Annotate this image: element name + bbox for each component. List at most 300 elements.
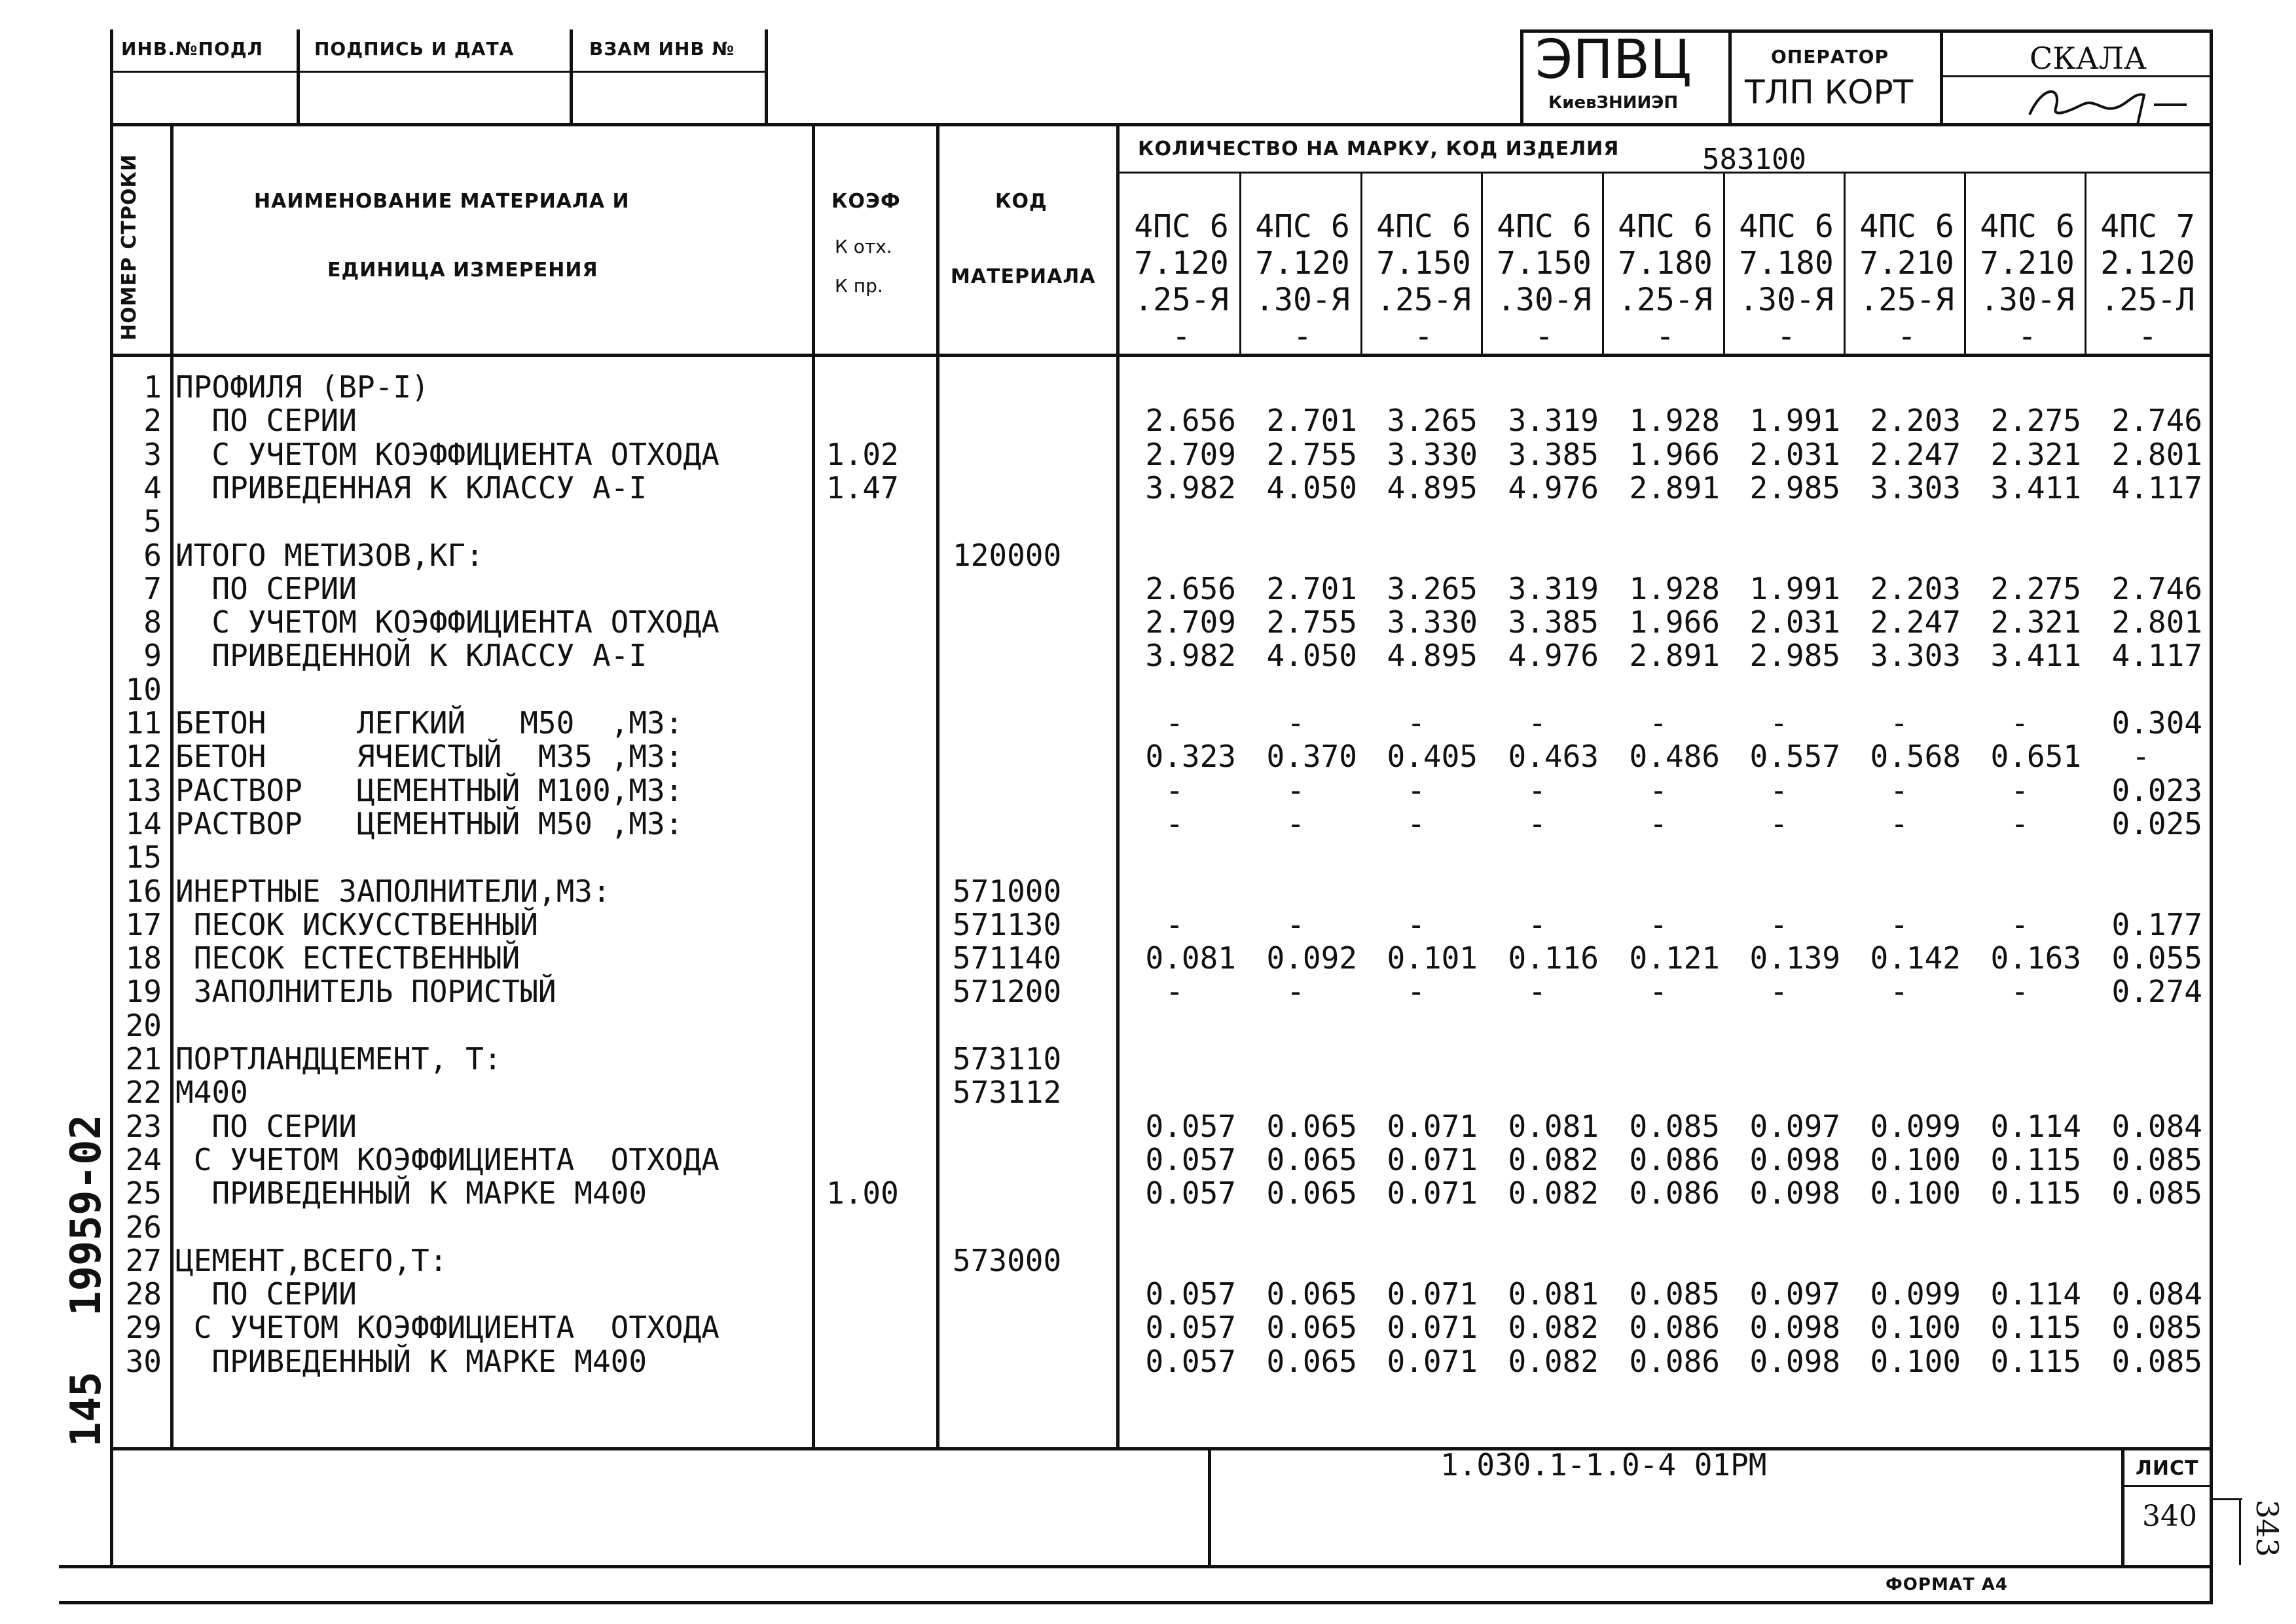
- row-number: 30: [125, 1343, 162, 1379]
- quantity-cell: -: [2011, 906, 2029, 942]
- side-stamp-page: 145: [62, 1371, 111, 1447]
- quantity-cell: 3.303: [1870, 470, 1961, 506]
- quantity-cell: 2.746: [2111, 403, 2202, 439]
- quantity-cell: 2.031: [1749, 436, 1840, 472]
- vzam-inv-label: ВЗАМ ИНВ №: [589, 38, 735, 60]
- row-number: 19: [125, 974, 162, 1010]
- quantity-cell: 0.163: [1990, 940, 2081, 976]
- quantity-cell: 0.071: [1387, 1310, 1478, 1346]
- table-row: [0, 1110, 2296, 1143]
- table-row: [0, 1311, 2296, 1344]
- quantity-cell: 1.928: [1629, 403, 1720, 439]
- material-name: ПЕСОК ИСКУССТВЕННЫЙ: [175, 906, 538, 942]
- table-row: [0, 505, 2296, 538]
- quantity-cell: 0.086: [1629, 1175, 1720, 1211]
- quantity-cell: 0.100: [1870, 1175, 1961, 1211]
- quantity-cell: 2.746: [2111, 570, 2202, 606]
- quantity-cell: 4.117: [2111, 470, 2202, 506]
- quantity-cell: 0.025: [2111, 805, 2202, 841]
- quantity-cell: 0.057: [1145, 1175, 1236, 1211]
- waste-coefficient: 1.47: [826, 470, 899, 506]
- quantity-cell: 2.755: [1266, 604, 1357, 640]
- table-row: [0, 1143, 2296, 1177]
- quantity-cell: -: [1165, 705, 1184, 741]
- quantity-cell: 0.081: [1508, 1276, 1599, 1312]
- koef-header: КОЭФ: [831, 190, 901, 213]
- mark-header: 4ПС 6 7.180 .30-Я -: [1739, 208, 1834, 355]
- quantity-cell: 2.701: [1266, 570, 1357, 606]
- quantity-cell: 0.055: [2111, 940, 2202, 976]
- quantity-cell: 1.991: [1749, 570, 1840, 606]
- quantity-cell: -: [1770, 906, 1788, 942]
- quantity-cell: 2.031: [1749, 604, 1840, 640]
- quantity-cell: -: [1165, 805, 1184, 841]
- material-name: ПРИВЕДЕННОЙ К КЛАССУ А-I: [175, 638, 647, 674]
- row-number: 7: [143, 570, 162, 606]
- row-number: 11: [125, 705, 162, 741]
- quantity-cell: -: [1407, 705, 1425, 741]
- quantity-cell: 0.085: [1629, 1108, 1720, 1144]
- material-code: 571000: [953, 873, 1062, 909]
- quantity-cell: -: [1286, 705, 1305, 741]
- row-number: 12: [125, 739, 162, 775]
- quantity-cell: 2.891: [1629, 470, 1720, 506]
- quantity-cell: 0.065: [1266, 1175, 1357, 1211]
- waste-coefficient: 1.00: [826, 1175, 899, 1211]
- quantity-cell: -: [1649, 705, 1667, 741]
- mark-header: 4ПС 6 7.120 .25-Я -: [1134, 208, 1229, 355]
- quantity-cell: -: [1528, 974, 1546, 1010]
- row-number: 3: [143, 436, 162, 472]
- material-name: ПРИВЕДЕННЫЙ К МАРКЕ М400: [175, 1343, 647, 1379]
- quantity-cell: 0.057: [1145, 1343, 1236, 1379]
- quantity-cell: 0.085: [1629, 1276, 1720, 1312]
- quantity-cell: -: [1890, 805, 1908, 841]
- table-row: [0, 606, 2296, 639]
- quantity-cell: 2.985: [1749, 638, 1840, 674]
- org-name: ЭПВЦ: [1535, 29, 1692, 91]
- material-name: ПРОФИЛЯ (ВР-I): [175, 369, 429, 405]
- product-code: 583100: [1702, 143, 1806, 176]
- quantity-cell: 0.081: [1508, 1108, 1599, 1144]
- code-header-line2: МАТЕРИАЛА: [951, 265, 1096, 288]
- material-name: РАСТВОР ЦЕМЕНТНЫЙ М100,М3:: [175, 772, 683, 808]
- table-row: [0, 1009, 2296, 1043]
- quantity-cell: -: [2011, 705, 2029, 741]
- quantity-cell: -: [1407, 805, 1425, 841]
- row-number: 4: [143, 470, 162, 506]
- quantity-cell: 0.557: [1749, 739, 1840, 775]
- material-name: С УЧЕТОМ КОЭФФИЦИЕНТА ОТХОДА: [175, 1141, 720, 1177]
- quantity-cell: 0.405: [1387, 739, 1478, 775]
- row-number: 28: [125, 1276, 162, 1312]
- material-name: ИТОГО МЕТИЗОВ,КГ:: [175, 537, 484, 573]
- quantity-cell: 0.101: [1387, 940, 1478, 976]
- quantity-cell: 0.071: [1387, 1276, 1478, 1312]
- quantity-cell: -: [1770, 974, 1788, 1010]
- table-row: [0, 1211, 2296, 1244]
- quantity-cell: -: [1890, 906, 1908, 942]
- quantity-cell: 0.097: [1749, 1276, 1840, 1312]
- quantity-cell: 0.323: [1145, 739, 1236, 775]
- quantity-cell: 2.985: [1749, 470, 1840, 506]
- material-name: ПО СЕРИИ: [175, 1276, 357, 1312]
- quantity-cell: 0.084: [2111, 1276, 2202, 1312]
- inv-podl-label: ИНВ.№ПОДЛ: [121, 38, 263, 60]
- table-row: [0, 1345, 2296, 1378]
- quantity-cell: 0.086: [1629, 1343, 1720, 1379]
- material-code: 573112: [953, 1075, 1062, 1111]
- quantity-cell: 4.895: [1387, 638, 1478, 674]
- quantity-cell: 1.928: [1629, 570, 1720, 606]
- quantity-cell: 2.656: [1145, 570, 1236, 606]
- table-row: [0, 875, 2296, 908]
- quantity-cell: 3.330: [1387, 436, 1478, 472]
- quantity-cell: 0.486: [1629, 739, 1720, 775]
- quantity-cell: -: [1165, 772, 1184, 808]
- quantity-cell: 4.050: [1266, 470, 1357, 506]
- quantity-cell: 0.142: [1870, 940, 1961, 976]
- quantity-cell: 1.966: [1629, 436, 1720, 472]
- table-row: [0, 942, 2296, 975]
- quantity-cell: 0.097: [1749, 1108, 1840, 1144]
- row-number: 22: [125, 1075, 162, 1111]
- table-row: [0, 539, 2296, 572]
- quantity-cell: 2.709: [1145, 604, 1236, 640]
- quantity-cell: 3.265: [1387, 403, 1478, 439]
- table-row: [0, 673, 2296, 707]
- row-number: 21: [125, 1041, 162, 1077]
- quantity-cell: 3.982: [1145, 470, 1236, 506]
- quantity-cell: -: [1528, 906, 1546, 942]
- quantity-cell: -: [1649, 906, 1667, 942]
- quantity-cell: 0.098: [1749, 1343, 1840, 1379]
- material-code: 573110: [953, 1041, 1062, 1077]
- material-code: 120000: [953, 537, 1062, 573]
- quantity-cell: 4.050: [1266, 638, 1357, 674]
- row-number: 15: [125, 840, 162, 876]
- quantity-cell: 0.370: [1266, 739, 1357, 775]
- mark-header: 4ПС 6 7.150 .25-Я -: [1376, 208, 1471, 355]
- table-row: [0, 1043, 2296, 1076]
- quantity-cell: 3.385: [1508, 604, 1599, 640]
- quantity-cell: -: [2011, 974, 2029, 1010]
- operator-value: ТЛП КОРТ: [1745, 73, 1914, 111]
- quantity-cell: 4.976: [1508, 470, 1599, 506]
- row-number: 18: [125, 940, 162, 976]
- mark-header: 4ПС 6 7.210 .25-Я -: [1859, 208, 1954, 355]
- quantity-cell: 4.117: [2111, 638, 2202, 674]
- row-number: 20: [125, 1007, 162, 1043]
- material-name: С УЧЕТОМ КОЭФФИЦИЕНТА ОТХОДА: [175, 604, 720, 640]
- quantity-cell: 0.121: [1629, 940, 1720, 976]
- quantity-cell: 2.701: [1266, 403, 1357, 439]
- quantity-cell: 3.303: [1870, 638, 1961, 674]
- quantity-cell: 0.177: [2111, 906, 2202, 942]
- quantity-cell: 0.115: [1990, 1175, 2081, 1211]
- table-row: [0, 975, 2296, 1008]
- row-number: 17: [125, 906, 162, 942]
- table-row: [0, 707, 2296, 740]
- quantity-cell: 0.115: [1990, 1310, 2081, 1346]
- quantity-cell: 0.081: [1145, 940, 1236, 976]
- quantity-cell: 3.385: [1508, 436, 1599, 472]
- table-row: [0, 639, 2296, 673]
- quantity-cell: 3.319: [1508, 570, 1599, 606]
- quantity-cell: 2.801: [2111, 604, 2202, 640]
- row-number: 16: [125, 873, 162, 909]
- material-name: С УЧЕТОМ КОЭФФИЦИЕНТА ОТХОДА: [175, 1310, 720, 1346]
- quantity-cell: 0.092: [1266, 940, 1357, 976]
- quantity-cell: 0.139: [1749, 940, 1840, 976]
- quantity-cell: 2.247: [1870, 436, 1961, 472]
- row-number-header: НОМЕР СТРОКИ: [118, 154, 141, 341]
- quantity-cell: 0.082: [1508, 1175, 1599, 1211]
- quantity-cell: 0.304: [2111, 705, 2202, 741]
- quantity-cell: 3.330: [1387, 604, 1478, 640]
- material-name: ПО СЕРИИ: [175, 1108, 357, 1144]
- quantity-cell: 0.085: [2111, 1175, 2202, 1211]
- quantity-cell: 0.082: [1508, 1310, 1599, 1346]
- quantity-cell: -: [1407, 906, 1425, 942]
- podpis-data-label: ПОДПИСЬ И ДАТА: [314, 38, 515, 60]
- row-number: 6: [143, 537, 162, 573]
- row-number: 13: [125, 772, 162, 808]
- quantity-cell: 0.084: [2111, 1108, 2202, 1144]
- margin-page-number: 343: [2250, 1500, 2285, 1557]
- quantity-cell: 3.319: [1508, 403, 1599, 439]
- row-number: 10: [125, 671, 162, 707]
- quantity-cell: -: [2132, 739, 2150, 775]
- table-row: [0, 371, 2296, 404]
- table-row: [0, 807, 2296, 841]
- quantity-cell: -: [1407, 772, 1425, 808]
- quantity-cell: 2.275: [1990, 570, 2081, 606]
- mark-header: 4ПС 6 7.150 .30-Я -: [1497, 208, 1592, 355]
- quantity-cell: 2.709: [1145, 436, 1236, 472]
- quantity-cell: 1.966: [1629, 604, 1720, 640]
- row-number: 26: [125, 1209, 162, 1245]
- material-name: ПОРТЛАНДЦЕМЕНТ, Т:: [175, 1041, 502, 1077]
- quantity-cell: 0.100: [1870, 1343, 1961, 1379]
- quantity-cell: -: [1528, 772, 1546, 808]
- row-number: 24: [125, 1141, 162, 1177]
- quantity-cell: 0.085: [2111, 1343, 2202, 1379]
- row-number: 1: [143, 369, 162, 405]
- row-number: 29: [125, 1310, 162, 1346]
- quantity-cell: -: [2011, 772, 2029, 808]
- row-number: 14: [125, 805, 162, 841]
- signature: [2023, 79, 2193, 128]
- table-row: [0, 740, 2296, 773]
- quantity-cell: 0.057: [1145, 1310, 1236, 1346]
- mark-header: 4ПС 6 7.210 .30-Я -: [1980, 208, 2075, 355]
- material-name: ЗАПОЛНИТЕЛЬ ПОРИСТЫЙ: [175, 974, 556, 1010]
- quantity-cell: 0.023: [2111, 772, 2202, 808]
- quantity-cell: -: [1649, 772, 1667, 808]
- row-number: 9: [143, 638, 162, 674]
- table-row: [0, 1076, 2296, 1109]
- quantity-cell: -: [1286, 805, 1305, 841]
- quantity-cell: 0.071: [1387, 1343, 1478, 1379]
- operator-label: ОПЕРАТОР: [1771, 46, 1889, 67]
- quantity-cell: 0.099: [1870, 1276, 1961, 1312]
- quantity-cell: 0.115: [1990, 1343, 2081, 1379]
- material-name: БЕТОН ЛЕГКИЙ М50 ,М3:: [175, 705, 683, 741]
- quantity-cell: 0.071: [1387, 1141, 1478, 1177]
- quantity-cell: 0.071: [1387, 1175, 1478, 1211]
- quantity-cell: -: [1649, 974, 1667, 1010]
- quantity-cell: 0.098: [1749, 1141, 1840, 1177]
- sheet-label: ЛИСТ: [2136, 1457, 2199, 1480]
- code-header: КОД: [995, 190, 1048, 213]
- quantity-cell: 0.082: [1508, 1343, 1599, 1379]
- row-number: 27: [125, 1242, 162, 1278]
- table-row: [0, 774, 2296, 807]
- material-name: РАСТВОР ЦЕМЕНТНЫЙ М50 ,М3:: [175, 805, 683, 841]
- quantity-cell: 0.071: [1387, 1108, 1478, 1144]
- quantity-cell: 2.275: [1990, 403, 2081, 439]
- material-code: 571200: [953, 974, 1062, 1010]
- quantity-cell: 2.321: [1990, 436, 2081, 472]
- quantity-cell: -: [1890, 772, 1908, 808]
- material-code: 571130: [953, 906, 1062, 942]
- table-row: [0, 1278, 2296, 1311]
- quantity-cell: 0.116: [1508, 940, 1599, 976]
- quantity-cell: 0.274: [2111, 974, 2202, 1010]
- quantity-cell: 0.057: [1145, 1108, 1236, 1144]
- table-row: [0, 471, 2296, 505]
- quantity-cell: 0.115: [1990, 1141, 2081, 1177]
- org-sub: КиевЗНИИЭП: [1548, 93, 1679, 113]
- paper-format: ФОРМАТ А4: [1886, 1575, 2008, 1595]
- quantity-cell: -: [1286, 772, 1305, 808]
- quantity-cell: 0.651: [1990, 739, 2081, 775]
- quantity-cell: 0.114: [1990, 1108, 2081, 1144]
- quantity-cell: 2.891: [1629, 638, 1720, 674]
- quantity-cell: -: [1286, 974, 1305, 1010]
- quantity-cell: -: [1165, 974, 1184, 1010]
- quantity-cell: 0.085: [2111, 1141, 2202, 1177]
- mark-header: 4ПС 6 7.180 .25-Я -: [1618, 208, 1713, 355]
- quantity-cell: -: [2011, 805, 2029, 841]
- quantity-cell: 0.057: [1145, 1141, 1236, 1177]
- quantity-cell: -: [1528, 805, 1546, 841]
- side-stamp-number: 19959-02: [62, 1114, 111, 1316]
- row-number: 5: [143, 504, 162, 540]
- material-name: ПО СЕРИИ: [175, 570, 357, 606]
- material-name: ПРИВЕДЕННЫЙ К МАРКЕ М400: [175, 1175, 647, 1211]
- quantity-cell: 2.755: [1266, 436, 1357, 472]
- quantity-cell: 0.065: [1266, 1108, 1357, 1144]
- quantity-cell: -: [1528, 705, 1546, 741]
- quantity-cell: 2.203: [1870, 570, 1961, 606]
- quantity-cell: 0.065: [1266, 1276, 1357, 1312]
- material-name: ПО СЕРИИ: [175, 403, 357, 439]
- material-code: 573000: [953, 1242, 1062, 1278]
- quantity-cell: 3.982: [1145, 638, 1236, 674]
- quantity-cell: -: [1649, 805, 1667, 841]
- quantity-cell: 0.057: [1145, 1276, 1236, 1312]
- quantity-cell: 2.321: [1990, 604, 2081, 640]
- material-code: 571140: [953, 940, 1062, 976]
- quantity-cell: 3.265: [1387, 570, 1478, 606]
- quantity-cell: 0.463: [1508, 739, 1599, 775]
- material-name: С УЧЕТОМ КОЭФФИЦИЕНТА ОТХОДА: [175, 436, 720, 472]
- quantity-cell: 4.895: [1387, 470, 1478, 506]
- table-row: [0, 1244, 2296, 1278]
- quantity-cell: -: [1770, 805, 1788, 841]
- quantity-cell: 0.099: [1870, 1108, 1961, 1144]
- k-otx-header: К отх.: [835, 236, 892, 257]
- material-name: ЦЕМЕНТ,ВСЕГО,Т:: [175, 1242, 448, 1278]
- mark-header: 4ПС 6 7.120 .30-Я -: [1255, 208, 1350, 355]
- waste-coefficient: 1.02: [826, 436, 899, 472]
- material-name: ПРИВЕДЕННАЯ К КЛАССУ А-I: [175, 470, 647, 506]
- quantity-cell: 1.991: [1749, 403, 1840, 439]
- quantity-cell: 0.086: [1629, 1310, 1720, 1346]
- quantity-cell: -: [1770, 772, 1788, 808]
- skala-label: СКАЛА: [2030, 41, 2147, 76]
- quantity-cell: 3.411: [1990, 638, 2081, 674]
- table-row: [0, 841, 2296, 874]
- table-row: [0, 908, 2296, 942]
- quantity-cell: -: [1165, 906, 1184, 942]
- quantity-cell: 0.114: [1990, 1276, 2081, 1312]
- row-number: 23: [125, 1108, 162, 1144]
- quantity-cell: 2.656: [1145, 403, 1236, 439]
- quantity-header: КОЛИЧЕСТВО НА МАРКУ, КОД ИЗДЕЛИЯ: [1138, 138, 1620, 160]
- quantity-cell: 0.086: [1629, 1141, 1720, 1177]
- quantity-cell: 2.247: [1870, 604, 1961, 640]
- material-name-header-line1: НАИМЕНОВАНИЕ МАТЕРИАЛА И: [254, 190, 630, 213]
- mark-header: 4ПС 7 2.120 .25-Л -: [2100, 208, 2195, 355]
- quantity-cell: 0.082: [1508, 1141, 1599, 1177]
- quantity-cell: 0.098: [1749, 1175, 1840, 1211]
- k-pr-header: К пр.: [835, 275, 883, 297]
- quantity-cell: 0.100: [1870, 1141, 1961, 1177]
- material-name: М400: [175, 1075, 248, 1111]
- quantity-cell: 0.065: [1266, 1343, 1357, 1379]
- quantity-cell: -: [1890, 974, 1908, 1010]
- table-row: [0, 404, 2296, 437]
- quantity-cell: 0.568: [1870, 739, 1961, 775]
- table-row: [0, 1177, 2296, 1210]
- quantity-cell: 2.203: [1870, 403, 1961, 439]
- material-name: ИНЕРТНЫЕ ЗАПОЛНИТЕЛИ,М3:: [175, 873, 611, 909]
- quantity-cell: 0.065: [1266, 1141, 1357, 1177]
- quantity-cell: 4.976: [1508, 638, 1599, 674]
- quantity-cell: 2.801: [2111, 436, 2202, 472]
- material-name: ПЕСОК ЕСТЕСТВЕННЫЙ: [175, 940, 520, 976]
- quantity-cell: 0.065: [1266, 1310, 1357, 1346]
- quantity-cell: 3.411: [1990, 470, 2081, 506]
- row-number: 8: [143, 604, 162, 640]
- quantity-cell: 0.098: [1749, 1310, 1840, 1346]
- material-name-header-line2: ЕДИНИЦА ИЗМЕРЕНИЯ: [327, 259, 598, 282]
- quantity-cell: -: [1286, 906, 1305, 942]
- document-code: 1.030.1-1.0-4 01РМ: [1440, 1447, 1767, 1483]
- row-number: 25: [125, 1175, 162, 1211]
- quantity-cell: -: [1890, 705, 1908, 741]
- material-name: БЕТОН ЯЧЕИСТЫЙ М35 ,М3:: [175, 739, 683, 775]
- quantity-cell: 0.085: [2111, 1310, 2202, 1346]
- quantity-cell: -: [1770, 705, 1788, 741]
- sheet-number: 340: [2142, 1500, 2197, 1533]
- row-number: 2: [143, 403, 162, 439]
- quantity-cell: -: [1407, 974, 1425, 1010]
- quantity-cell: 0.100: [1870, 1310, 1961, 1346]
